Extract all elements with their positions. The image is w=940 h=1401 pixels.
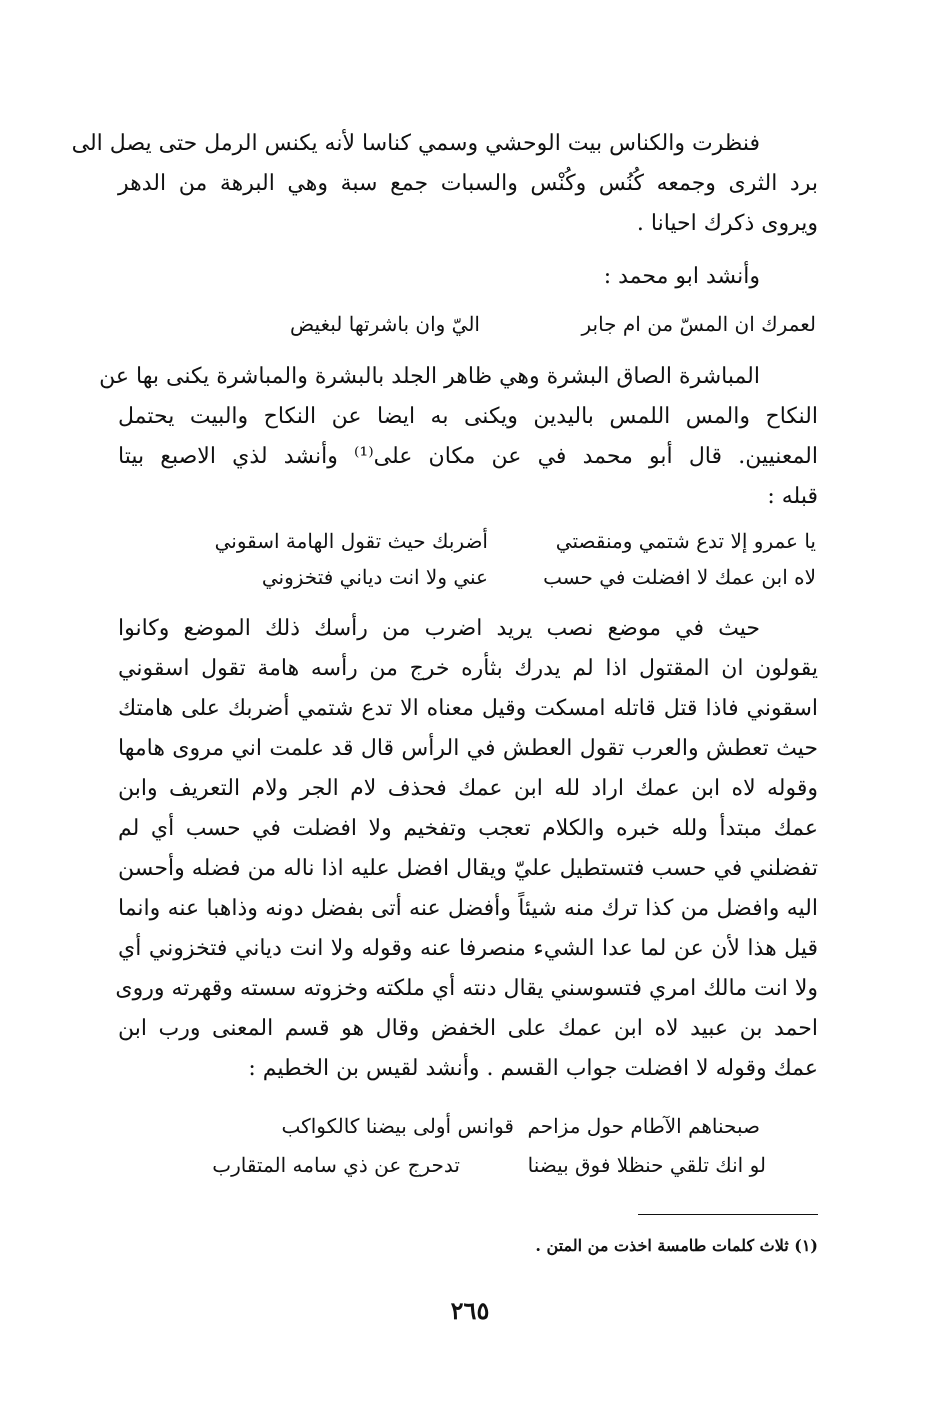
text-line: حيث تعطش والعرب تقول العطش في الرأس قال قد علمت اني مروى هامها [118, 736, 818, 761]
verse-5 [0, 1147, 940, 1183]
text-line: حيث في موضع نصب يريد اضرب من رأسك ذلك الموضع وكانوا [118, 616, 760, 641]
verse-hemistich-second: تدحرج عن ذي سامه المتقارب [212, 1153, 460, 1177]
text-line: المعنيين. قال أبو محمد في عن مكان على⁽¹⁾ وأنشد لذي الاصبع بيتا [118, 444, 819, 469]
text-line: برد الثرى وجمعه كُنُس وكُنْس والسبات جمع سبة وهي البرهة من الدهر [118, 171, 818, 196]
paragraph-2 [118, 257, 818, 297]
text-line: المباشرة الصاق البشرة وهي ظاهر الجلد بالبشرة والمباشرة يكنى بها عن [99, 364, 760, 389]
footnote: (١) ثلاث كلمات طامسة اخذت من المتن . [535, 1236, 818, 1255]
text-line: قيل هذا لأن عن لما عدا الشيء منصرفا عنه وقوله ولا انت دياني فتخزوني أي [118, 936, 818, 961]
text-line: ولا انت مالك امري فتسوسني يقال دنته أي ملكته وخزوته سسته وقهرته وروى [115, 976, 818, 1001]
verse-hemistich-first: لاه ابن عمك لا افضلت في حسب [543, 565, 816, 589]
footnote-separator [638, 1214, 818, 1215]
text-line: عمك وقوله لا افضلت جواب القسم . وأنشد لقيس بن الخطيم : [248, 1056, 818, 1081]
verse-hemistich-first: صبحناهم الآطام حول مزاحم [527, 1114, 760, 1138]
verse-hemistich-first: لو انك تلقي حنظلا فوق بيضنا [527, 1153, 766, 1177]
verse-hemistich-second: اليّ وان باشرتها لبغيض [290, 312, 480, 336]
text-line: قبله : [767, 484, 818, 509]
paragraph-1 [71, 124, 818, 244]
verse-1 [0, 306, 940, 342]
verse-3 [0, 559, 940, 595]
verse-hemistich-second: أضربك حيث تقول الهامة اسقوني [214, 529, 488, 553]
text-line: تفضلني في حسب فتستطيل عليّ ويقال افضل عليه اذا ناله من فضله وأحسن [118, 856, 818, 881]
verse-4 [0, 1108, 940, 1144]
paragraph-3 [99, 357, 819, 517]
text-line: وأنشد ابو محمد : [603, 264, 760, 289]
text-line: اليه وافضل من كذا ترك منه شيئاً وأفضل عنه أتى بفضل دونه وذاهبا عنه وانما [118, 896, 818, 921]
text-line: عمك مبتدأ ولله خبره والكلام تعجب وتفخيم ولا افضلت في حسب أي لم [118, 816, 818, 841]
verse-hemistich-first: لعمرك ان المسّ من ام جابر [581, 312, 816, 336]
text-line: ويروى ذكرك احيانا . [636, 211, 818, 236]
text-line: اسقوني فاذا قتل قاتله امسكت وقيل معناه الا تدع شتمي أضربك على هامتك [118, 696, 818, 721]
verse-hemistich-first: يا عمرو إلا تدع شتمي ومنقصتي [555, 529, 816, 553]
text-line: النكاح والمس اللمس باليدين ويكنى به ايضا عن النكاح والبيت يحتمل [118, 404, 818, 429]
paragraph-4 [115, 609, 818, 1089]
verse-hemistich-second: قوانس أولى بيضنا كالكواكب [281, 1114, 514, 1138]
verse-hemistich-second: عني ولا انت دياني فتخزوني [261, 565, 488, 589]
text-line: احمد بن عبيد لاه ابن عمك على الخفض وقال هو قسم المعنى ورب ابن [118, 1016, 818, 1041]
text-line: يقولون ان المقتول اذا لم يدرك بثأره خرج من رأسه هامة تقول اسقوني [118, 656, 818, 681]
page-number: ٢٦٥ [450, 1296, 490, 1325]
text-line: وقوله لاه ابن عمك اراد لله ابن عمك فحذف لام الجر ولام التعريف وابن [118, 776, 818, 801]
text-line: فنظرت والكناس بيت الوحشي وسمي كناسا لأنه يكنس الرمل حتى يصل الى [71, 131, 760, 156]
verse-2 [0, 523, 940, 559]
